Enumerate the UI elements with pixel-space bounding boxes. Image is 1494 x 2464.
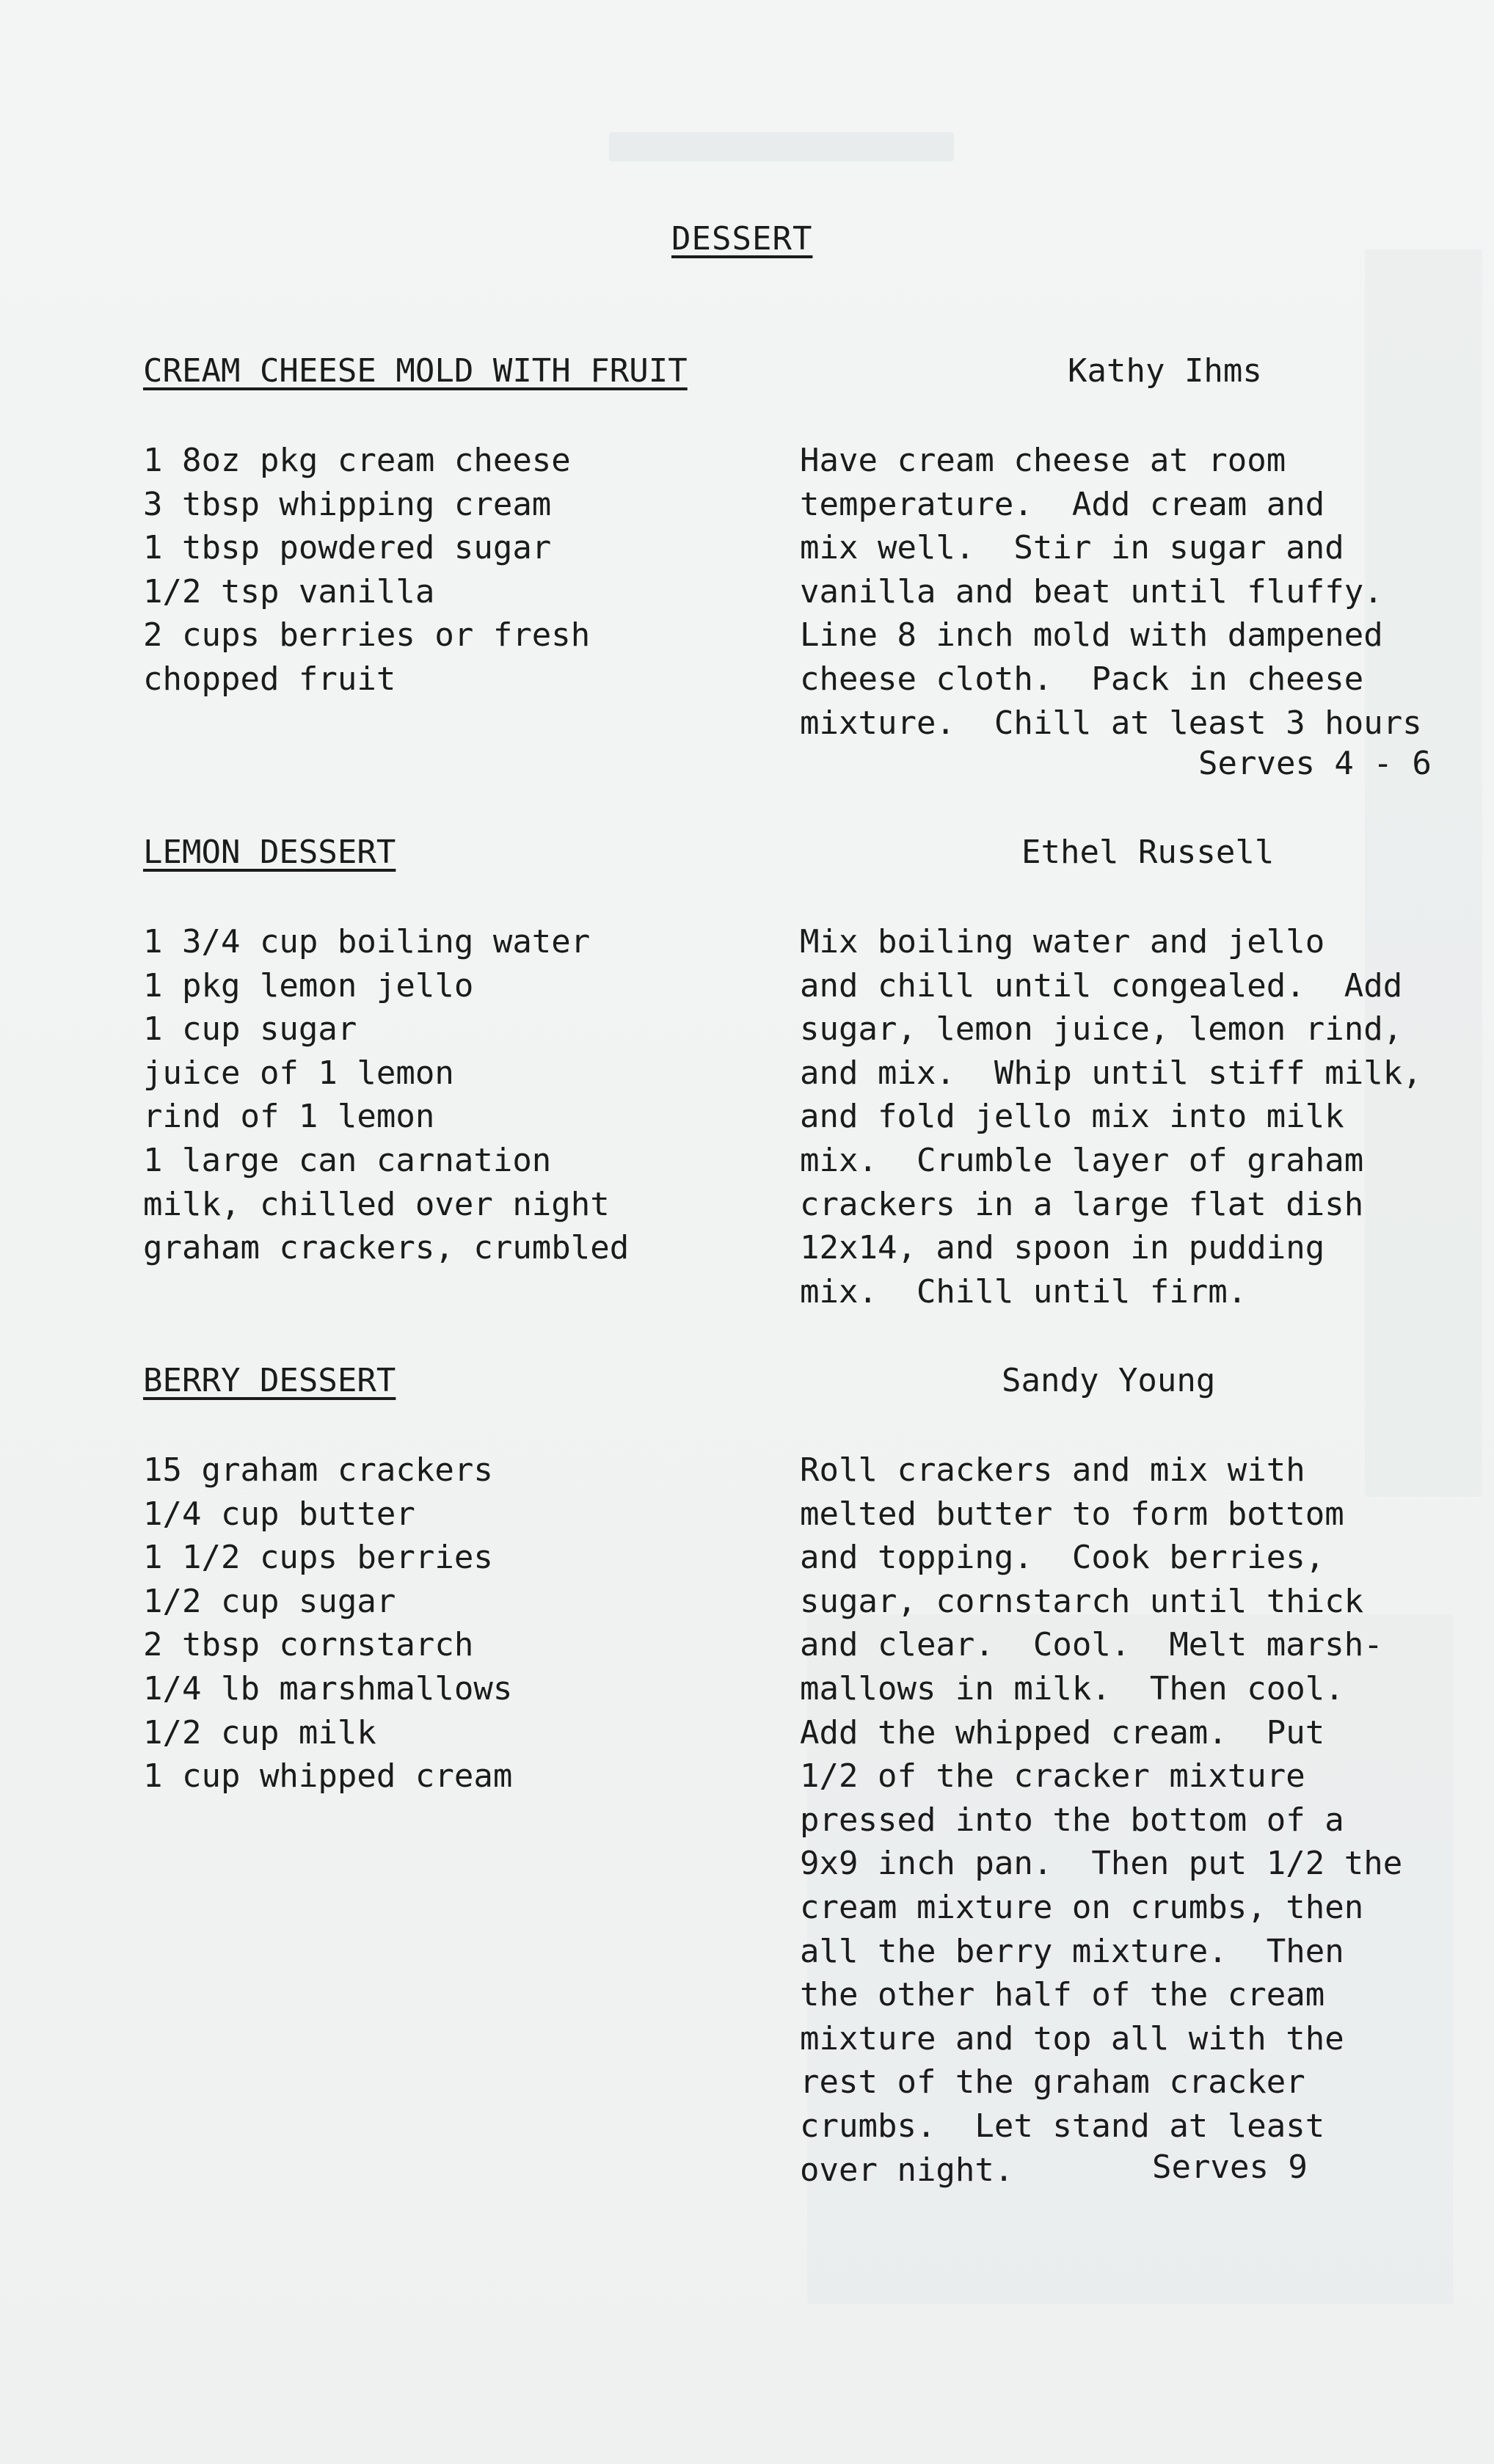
direction-line: 9x9 inch pan. Then put 1/2 the <box>800 1845 1403 1883</box>
direction-line: 12x14, and spoon in pudding <box>800 1229 1325 1267</box>
direction-line: pressed into the bottom of a <box>800 1801 1344 1839</box>
ingredient-item: rind of 1 lemon <box>143 1098 435 1136</box>
ingredient-item: milk, chilled over night <box>143 1185 610 1223</box>
direction-line: crackers in a large flat dish <box>800 1185 1364 1223</box>
direction-line: melted butter to form bottom <box>800 1495 1344 1533</box>
ingredient-item: 15 graham crackers <box>143 1451 493 1489</box>
direction-line: rest of the graham cracker <box>800 2063 1305 2102</box>
direction-line: and clear. Cool. Melt marsh- <box>800 1626 1383 1664</box>
direction-line: mixture and top all with the <box>800 2019 1344 2057</box>
direction-line: mixture. Chill at least 3 hours <box>800 704 1422 742</box>
direction-line: 1/2 of the cracker mixture <box>800 1757 1305 1796</box>
ingredient-item: 2 tbsp cornstarch <box>143 1626 474 1664</box>
recipe-author: Kathy Ihms <box>1068 352 1262 390</box>
ingredient-item: 1 1/2 cups berries <box>143 1539 493 1577</box>
page-title: DESSERT <box>671 220 813 258</box>
direction-line: and topping. Cook berries, <box>800 1539 1325 1577</box>
ingredient-item: 3 tbsp whipping cream <box>143 485 552 523</box>
ingredient-item: 1 cup whipped cream <box>143 1757 513 1796</box>
recipe-title: CREAM CHEESE MOLD WITH FRUIT <box>143 352 688 390</box>
direction-line: mallows in milk. Then cool. <box>800 1669 1344 1707</box>
ingredient-item: chopped fruit <box>143 660 396 698</box>
recipe-title: BERRY DESSERT <box>143 1362 396 1399</box>
direction-line: Have cream cheese at room <box>800 442 1286 479</box>
direction-line: Mix boiling water and jello <box>800 923 1325 961</box>
direction-line: and chill until congealed. Add <box>800 966 1403 1005</box>
ingredient-item: 1 pkg lemon jello <box>143 966 474 1005</box>
direction-line: mix. Crumble layer of graham <box>800 1141 1364 1179</box>
ingredient-item: 1/2 cup milk <box>143 1713 376 1752</box>
serving-size: Serves 4 - 6 <box>1198 745 1432 782</box>
ingredient-item: 1 large can carnation <box>143 1141 552 1179</box>
direction-line: cream mixture on crumbs, then <box>800 1888 1364 1926</box>
direction-line: the other half of the cream <box>800 1976 1325 2014</box>
ingredient-item: 1/4 lb marshmallows <box>143 1669 513 1707</box>
direction-line: Add the whipped cream. Put <box>800 1713 1325 1752</box>
ingredient-list <box>143 920 629 1270</box>
ingredient-item: 1/2 tsp vanilla <box>143 572 435 610</box>
direction-line: temperature. Add cream and <box>800 485 1325 523</box>
direction-line: cheese cloth. Pack in cheese <box>800 660 1364 698</box>
ingredient-item: graham crackers, crumbled <box>143 1229 630 1267</box>
recipe-title: LEMON DESSERT <box>143 834 396 871</box>
direction-line: all the berry mixture. Then <box>800 1932 1344 1970</box>
directions-text <box>800 439 1422 745</box>
ingredient-item: 2 cups berries or fresh <box>143 616 591 655</box>
ingredient-item: 1/2 cup sugar <box>143 1582 396 1620</box>
direction-line: mix well. Stir in sugar and <box>800 529 1344 567</box>
direction-line: over night. <box>800 2151 1014 2189</box>
direction-line: and mix. Whip until stiff milk, <box>800 1054 1422 1092</box>
ingredient-item: 1 8oz pkg cream cheese <box>143 442 571 479</box>
directions-text <box>800 1448 1402 2192</box>
recipe-author: Ethel Russell <box>1021 834 1275 871</box>
direction-line: sugar, cornstarch until thick <box>800 1582 1364 1620</box>
ingredient-list <box>143 439 590 701</box>
direction-line: crumbs. Let stand at least <box>800 2107 1325 2145</box>
bleed-through-smudge <box>609 132 954 161</box>
direction-line: Line 8 inch mold with dampened <box>800 616 1383 655</box>
directions-text <box>800 920 1422 1313</box>
serving-size: Serves 9 <box>1152 2148 1308 2186</box>
ingredient-item: 1 tbsp powdered sugar <box>143 529 552 567</box>
recipe-author: Sandy Young <box>1002 1362 1216 1399</box>
ingredient-list <box>143 1448 512 1798</box>
ingredient-item: 1/4 cup butter <box>143 1495 415 1533</box>
direction-line: mix. Chill until firm. <box>800 1272 1247 1311</box>
direction-line: vanilla and beat until fluffy. <box>800 572 1383 610</box>
ingredient-item: 1 3/4 cup boiling water <box>143 923 591 961</box>
ingredient-item: juice of 1 lemon <box>143 1054 454 1092</box>
direction-line: sugar, lemon juice, lemon rind, <box>800 1010 1403 1049</box>
direction-line: Roll crackers and mix with <box>800 1451 1305 1489</box>
direction-line: and fold jello mix into milk <box>800 1098 1344 1136</box>
ingredient-item: 1 cup sugar <box>143 1010 357 1049</box>
